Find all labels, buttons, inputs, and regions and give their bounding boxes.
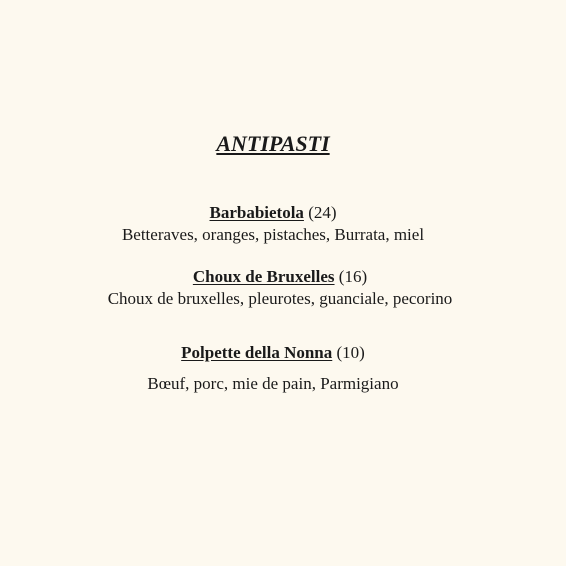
- item-name: Polpette della Nonna: [181, 343, 333, 362]
- menu-item-polpette-della-nonna: [0, 342, 546, 395]
- item-price: (10): [336, 343, 365, 362]
- menu-item-barbabietola: [0, 202, 546, 246]
- item-header: [0, 342, 546, 364]
- item-description: Betteraves, oranges, pistaches, Burrata, miel: [121, 225, 425, 244]
- section-title: ANTIPASTI: [216, 131, 330, 156]
- item-price: (16): [338, 267, 368, 286]
- item-price: (24): [308, 203, 337, 222]
- item-description: Bœuf, porc, mie de pain, Parmigiano: [147, 374, 399, 393]
- item-header: [0, 266, 560, 288]
- item-header: [0, 202, 546, 224]
- item-name: Barbabietola: [209, 203, 304, 222]
- item-name: Choux de Bruxelles: [192, 267, 335, 286]
- menu-item-choux-de-bruxelles: [0, 266, 560, 310]
- item-description: Choux de bruxelles, pleurotes, guanciale, pecorino: [107, 289, 453, 308]
